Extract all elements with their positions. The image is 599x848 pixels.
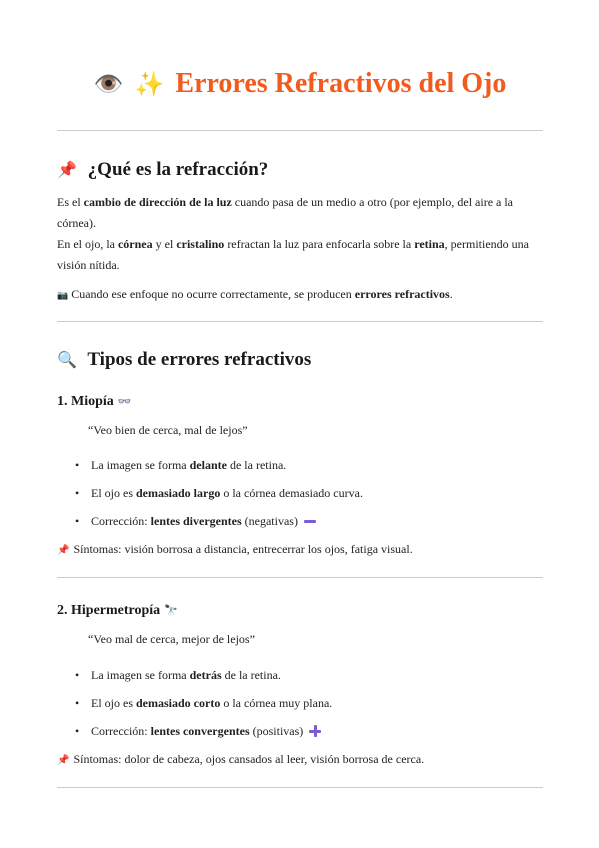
bold-run: lentes divergentes	[150, 514, 242, 528]
text-run: y el	[152, 237, 177, 251]
subheading-text: 1. Miopía	[57, 394, 114, 409]
divider	[57, 130, 543, 131]
text-run: La imagen se forma	[91, 458, 190, 472]
section-heading-text: Tipos de errores refractivos	[87, 349, 312, 370]
quote-miopia: “Veo bien de cerca, mal de lejos”	[88, 423, 248, 437]
bold-run: cristalino	[176, 237, 225, 251]
bold-run: delante	[189, 458, 227, 472]
text-run: Corrección:	[91, 724, 151, 738]
quote-hipermetropia: “Veo mal de cerca, mejor de lejos”	[88, 632, 255, 646]
list-item	[75, 458, 286, 473]
list-item	[75, 724, 321, 739]
section-heading-tipos	[57, 349, 311, 371]
symptoms-text: Síntomas: dolor de cabeza, ojos cansados al leer, visión borrosa de cerca.	[73, 752, 425, 766]
camera-icon: 📷	[57, 290, 69, 300]
text-run: Corrección:	[91, 514, 151, 528]
minus-icon	[304, 520, 316, 523]
list-item	[75, 668, 281, 683]
bold-run: córnea	[117, 237, 153, 251]
symptoms-miopia	[57, 542, 413, 557]
text-run: Cuando ese enfoque no ocurre correctamente, se producen	[68, 287, 355, 301]
text-run: cuando pasa de un medio a otro (por ejemplo, del aire a la córnea).	[57, 195, 514, 230]
pushpin-icon: 📌	[57, 545, 70, 556]
text-run: refractan la luz para enfocarla sobre la	[224, 237, 415, 251]
subheading-miopia	[57, 394, 131, 410]
text-run: En el ojo, la	[57, 237, 118, 251]
paragraph-errors	[57, 284, 543, 306]
list-item	[75, 514, 316, 529]
symptoms-hipermetropia	[57, 752, 424, 767]
text-run: Es el	[57, 195, 84, 209]
text-run: o la córnea demasiado curva.	[220, 486, 363, 500]
bold-run: detrás	[189, 668, 222, 682]
subheading-hipermetropia	[57, 603, 178, 619]
bullet-marker: •	[75, 696, 80, 710]
section-heading-refraccion	[57, 159, 268, 181]
text-run: de la retina.	[221, 668, 281, 682]
bullet-marker: •	[75, 486, 80, 500]
page-title-text: Errores Refractivos del Ojo	[175, 68, 507, 99]
page-title	[57, 68, 543, 100]
glasses-icon: 👓	[117, 396, 132, 408]
pushpin-icon: 📌	[57, 755, 70, 766]
bullet-marker: •	[75, 514, 80, 528]
list-item	[75, 486, 363, 501]
plus-icon	[309, 725, 321, 737]
text-run: (negativas)	[241, 514, 298, 528]
bold-run: retina	[414, 237, 445, 251]
eye-icon: 👁️	[93, 72, 124, 98]
paragraph-eye-refraction	[57, 234, 543, 276]
list-item	[75, 696, 332, 711]
telescope-icon: 🔭	[164, 605, 178, 617]
text-run: El ojo es	[91, 696, 136, 710]
symptoms-text: Síntomas: visión borrosa a distancia, entrecerrar los ojos, fatiga visual.	[73, 542, 413, 556]
bullet-marker: •	[75, 724, 80, 738]
bold-run: demasiado corto	[136, 696, 221, 710]
divider	[57, 787, 543, 788]
bold-run: errores refractivos	[354, 287, 450, 301]
divider	[57, 577, 543, 578]
text-run: .	[449, 287, 453, 301]
text-run: La imagen se forma	[91, 668, 190, 682]
bullet-marker: •	[75, 668, 80, 682]
bold-run: lentes convergentes	[150, 724, 250, 738]
text-run: (positivas)	[249, 724, 304, 738]
magnifier-icon: 🔍	[57, 352, 77, 369]
bullet-marker: •	[75, 458, 80, 472]
text-run: El ojo es	[91, 486, 136, 500]
text-run: o la córnea muy plana.	[220, 696, 333, 710]
divider	[57, 321, 543, 322]
bold-run: cambio de dirección de la luz	[83, 195, 232, 209]
subheading-text: 2. Hipermetropía	[57, 603, 161, 618]
sparkles-icon: ✨	[134, 72, 165, 98]
paragraph-definition	[57, 192, 543, 234]
section-heading-text: ¿Qué es la refracción?	[87, 159, 269, 180]
bold-run: demasiado largo	[136, 486, 221, 500]
text-run: de la retina.	[226, 458, 287, 472]
text-run: , permitiendo una visión nítida.	[57, 237, 529, 272]
pushpin-icon: 📌	[57, 162, 77, 179]
